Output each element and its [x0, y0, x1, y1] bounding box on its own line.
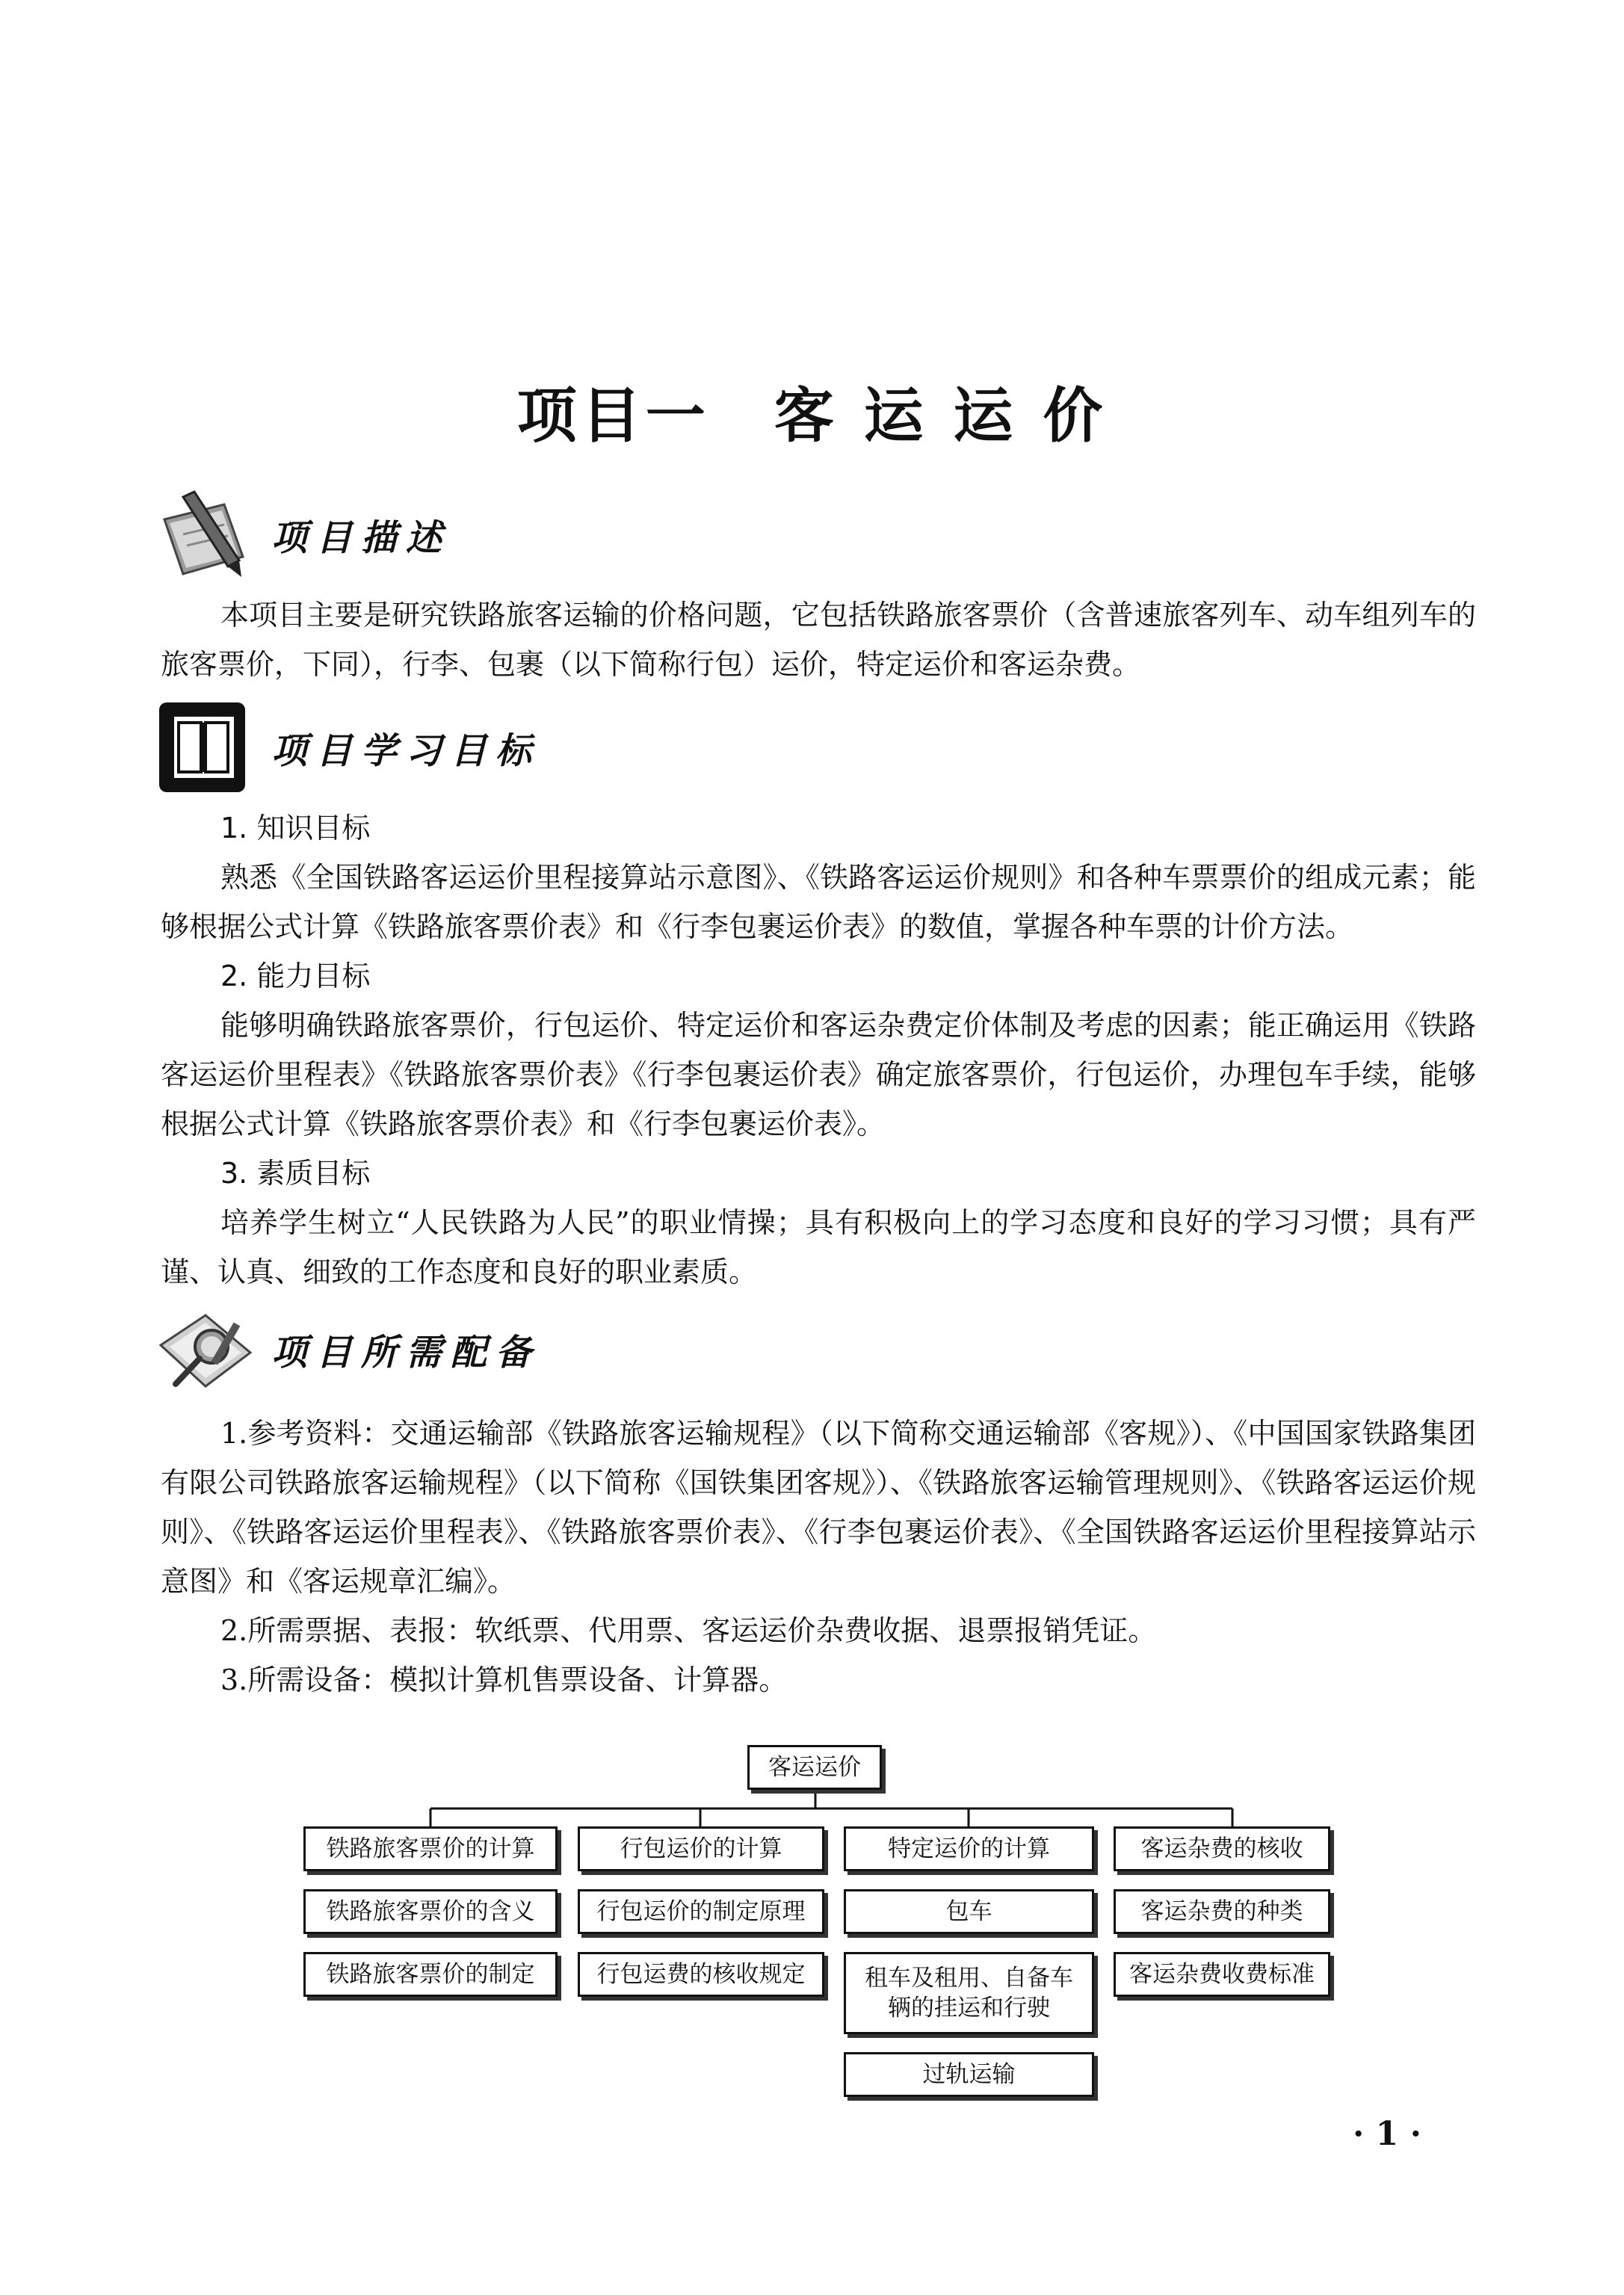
diagram-node-misc-fee-standards: 客运杂费收费标准	[1114, 1952, 1330, 1997]
description-paragraph: 本项目主要是研究铁路旅客运输的价格问题，它包括铁路旅客票价（含普速旅客列车、动车组列车的旅客票价，下同），行李、包裹（以下简称行包）运价，特定运价和客运杂费。	[161, 599, 1476, 681]
diagram-node-misc-fee-types: 客运杂费的种类	[1114, 1889, 1330, 1934]
diagram-node-through-transport: 过轨运输	[844, 2052, 1094, 2097]
objective-heading-quality: 3. 素质目标	[220, 1157, 371, 1190]
section-title-objectives: 项目学习目标	[271, 729, 541, 772]
diagram-node-luggage-fare-principle: 行包运价的制定原理	[578, 1889, 824, 1934]
section-header-equipment	[153, 1300, 540, 1397]
diagram-node-ticket-fare-calc: 铁路旅客票价的计算	[303, 1826, 558, 1871]
equipment-devices: 3.所需设备：模拟计算机售票设备、计算器。	[220, 1664, 788, 1696]
section-header-description	[153, 486, 451, 583]
diagram-node-special-fare-calc: 特定运价的计算	[844, 1826, 1094, 1871]
objective-heading-ability: 2. 能力目标	[220, 960, 371, 992]
diagram-node-ticket-fare-setting: 铁路旅客票价的制定	[303, 1952, 558, 1997]
equipment-forms: 2.所需票据、表报：软纸票、代用票、客运运价杂费收据、退票报销凭证。	[220, 1614, 1157, 1647]
section-title-description: 项目描述	[271, 516, 451, 559]
diagram-node-misc-fee-collection: 客运杂费的核收	[1114, 1826, 1330, 1871]
book-icon	[153, 699, 258, 796]
diagram-node-luggage-fare-calc: 行包运价的计算	[578, 1826, 824, 1871]
diagram-root: 客运运价	[747, 1745, 882, 1790]
objective-text-quality: 培养学生树立“人民铁路为人民”的职业情操；具有积极向上的学习态度和良好的学习习惯；具有严谨、认真、细致的工作态度和良好的职业素质。	[161, 1206, 1476, 1288]
clipboard-magnifier-icon	[153, 1300, 258, 1397]
objective-text-knowledge: 熟悉《全国铁路客运运价里程接算站示意图》、《铁路客运运价规则》和各种车票票价的组成元素；能够根据公式计算《铁路旅客票价表》和《行李包裹运价表》的数值，掌握各种车票的计价方法。	[161, 861, 1476, 943]
pencil-note-icon	[153, 486, 258, 583]
diagram-node-charter: 包车	[844, 1889, 1094, 1934]
page-title: 项目一 客 运 运 价	[516, 381, 1108, 451]
diagram-node-luggage-fee-rules: 行包运费的核收规定	[578, 1952, 824, 1997]
equipment-references: 1.参考资料：交通运输部《铁路旅客运输规程》（以下简称交通运输部《客规》）、《中国国家铁路集团有限公司铁路旅客运输规程》（以下简称《国铁集团客规》）、《铁路旅客运输管理规则》、《铁路客运运价规则》、《铁路客运运价里程表》、《铁路旅客票价表》、《行李包裹运价表》、《全国铁路客运运价里程接算站示意图》和《客运规章汇编》。	[161, 1417, 1476, 1598]
diagram-node-ticket-fare-meaning: 铁路旅客票价的含义	[303, 1889, 558, 1934]
page-number: · 1 ·	[1353, 2115, 1421, 2153]
section-title-equipment: 项目所需配备	[271, 1331, 541, 1374]
section-header-objectives	[153, 699, 540, 796]
objective-heading-knowledge: 1. 知识目标	[220, 812, 371, 844]
diagram-node-rental-and-private-cars: 租车及租用、自备车辆的挂运和行驶	[844, 1952, 1094, 2034]
objective-text-ability: 能够明确铁路旅客票价，行包运价、特定运价和客运杂费定价体制及考虑的因素；能正确运用《铁路客运运价里程表》《铁路旅客票价表》《行李包裹运价表》确定旅客票价，行包运价，办理包车手续，能够根据公式计算《铁路旅客票价表》和《行李包裹运价表》。	[161, 1009, 1476, 1140]
